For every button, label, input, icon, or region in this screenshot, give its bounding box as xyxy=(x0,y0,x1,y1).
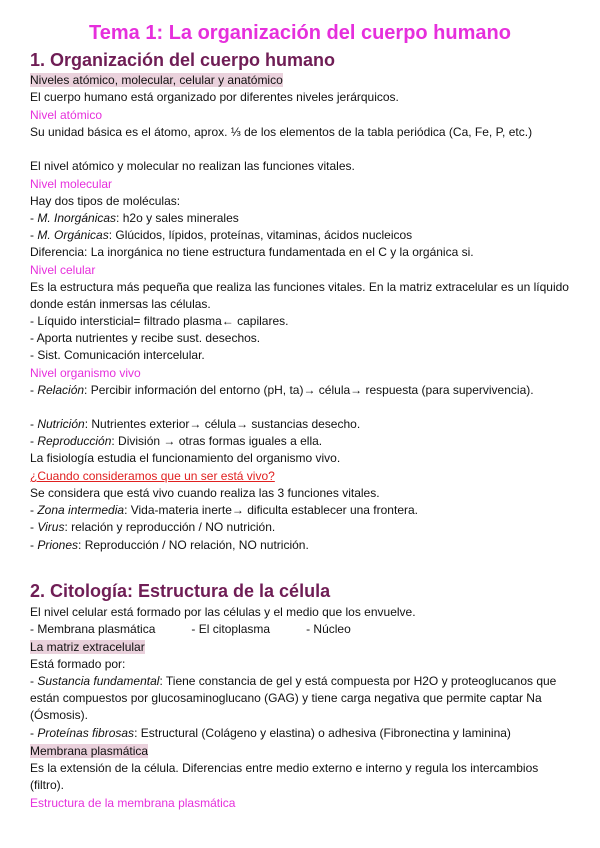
molecular-label: Nivel molecular xyxy=(30,177,113,191)
zona-term: Zona intermedia xyxy=(37,503,125,517)
zona-text: : Vida-materia inerte→ dificulta establecer una frontera. xyxy=(124,503,418,517)
molecular-organic: - M. Orgánicas: Glúcidos, lípidos, proteínas, vitaminas, ácidos nucleicos xyxy=(30,228,413,242)
relation-term: Relación xyxy=(37,383,85,397)
matrix-sustancia: - Sustancia fundamental: Tiene constancia de gel y está compuesta por H2O y proteoglucanos que están compuestos por glucosaminoglucano (GAG) y tiene carga negativa que permite captar Na (Ósmosis). xyxy=(30,674,557,722)
inorganic-text: : h2o y sales minerales xyxy=(116,211,239,225)
virus-text: : relación y reproducción / NO nutrición. xyxy=(64,520,276,534)
levels-heading xyxy=(30,72,575,89)
nutrition-term: Nutrición xyxy=(37,417,85,431)
section-1-heading: 1. Organización del cuerpo humano xyxy=(30,50,336,70)
alive-question xyxy=(30,468,575,485)
priones-text: : Reproducción / NO relación, NO nutrición. xyxy=(78,538,309,552)
nutrition-text: : Nutrientes exterior→ célula→ sustancias desecho. xyxy=(84,417,361,431)
levels-heading-highlight: Niveles atómico, molecular, celular y anatómico xyxy=(30,73,283,87)
virus-term: Virus xyxy=(37,520,65,534)
priones-line: - Priones: Reproducción / NO relación, NO nutrición. xyxy=(30,538,309,552)
cellular-label: Nivel celular xyxy=(30,263,96,277)
intro-text: El cuerpo humano está organizado por diferentes niveles jerárquicos. xyxy=(30,90,399,104)
part-nucleus: - Núcleo xyxy=(306,622,351,636)
part-membrane: - Membrana plasmática xyxy=(30,622,156,636)
relation-text: : Percibir información del entorno (pH, ta)→ célula→ respuesta (para supervivencia). xyxy=(84,383,534,397)
part-cytoplasm: - El citoplasma xyxy=(191,622,271,636)
molecular-inorganic: - M. Inorgánicas: h2o y sales minerales xyxy=(30,211,239,225)
organism-relation: - Relación: Percibir información del entorno (pH, ta)→ célula→ respuesta (para supervivencia). xyxy=(30,383,534,397)
reproduction-term: Reproducción xyxy=(37,434,112,448)
cellular-item-2: - Aporta nutrientes y recibe sust. desechos. xyxy=(30,331,261,345)
reproduction-text: : División → otras formas iguales a ella. xyxy=(111,434,323,448)
sustancia-text: : Tiene constancia de gel y está compuesta por H2O y proteoglucanos que están compuestos por glucosaminoglucano (GAG) y tiene carga negativa que permite captar Na (Ósmosis). xyxy=(30,674,557,722)
organism-reproduction: - Reproducción: División → otras formas iguales a ella. xyxy=(30,434,323,448)
section-2-heading: 2. Citología: Estructura de la célula xyxy=(30,581,331,601)
cell-parts xyxy=(30,621,575,638)
membrane-text-1: Es la extensión de la célula. Diferencias entre medio externo e interno y regula los intercambios (filtro). xyxy=(30,761,539,792)
matrix-label-highlight: La matriz extracelular xyxy=(30,640,145,654)
atomic-label: Nivel atómico xyxy=(30,108,103,122)
priones-term: Priones xyxy=(37,538,79,552)
alive-answer: Se considera que está vivo cuando realiza las 3 funciones vitales. xyxy=(30,486,380,500)
atomic-text-1: Su unidad básica es el átomo, aprox. ⅓ de los elementos de la tabla periódica (Ca, Fe, P, etc.) xyxy=(30,125,533,139)
alive-question-text: ¿Cuando consideramos que un ser está vivo? xyxy=(30,469,275,483)
proteinas-text: : Estructural (Colágeno y elastina) o adhesiva (Fibronectina y laminina) xyxy=(134,726,511,740)
proteinas-term: Proteínas fibrosas xyxy=(37,726,135,740)
organic-term: M. Orgánicas xyxy=(37,228,109,242)
membrane-label-highlight: Membrana plasmática xyxy=(30,744,149,758)
sustancia-term: Sustancia fundamental xyxy=(37,674,160,688)
matrix-text-1: Está formado por: xyxy=(30,657,126,671)
cellular-item-3: - Sist. Comunicación intercelular. xyxy=(30,348,205,362)
cellular-item-1: - Líquido intersticial= filtrado plasma← capilares. xyxy=(30,314,289,328)
zona-intermedia: - Zona intermedia: Vida-materia inerte→ dificulta establecer una frontera. xyxy=(30,503,418,517)
virus-line: - Virus: relación y reproducción / NO nutrición. xyxy=(30,520,276,534)
molecular-difference: Diferencia: La inorgánica no tiene estructura fundamentada en el C y la orgánica si. xyxy=(30,245,474,259)
page-title: Tema 1: La organización del cuerpo humano xyxy=(89,22,511,44)
cellular-text-1: Es la estructura más pequeña que realiza las funciones vitales. En la matriz extracelular es un líquido donde están inmersas las células. xyxy=(30,280,569,311)
organism-label: Nivel organismo vivo xyxy=(30,366,141,380)
matrix-label xyxy=(30,639,575,656)
inorganic-term: M. Inorgánicas xyxy=(37,211,117,225)
organic-text: : Glúcidos, lípidos, proteínas, vitaminas, ácidos nucleicos xyxy=(108,228,413,242)
molecular-text-1: Hay dos tipos de moléculas: xyxy=(30,194,181,208)
atomic-text-2: El nivel atómico y molecular no realizan las funciones vitales. xyxy=(30,159,355,173)
physiology-text: La fisiología estudia el funcionamiento del organismo vivo. xyxy=(30,451,341,465)
organism-nutrition: - Nutrición: Nutrientes exterior→ célula→ sustancias desecho. xyxy=(30,417,361,431)
membrane-structure-label: Estructura de la membrana plasmática xyxy=(30,796,236,810)
membrane-label xyxy=(30,743,575,760)
matrix-proteinas: - Proteínas fibrosas: Estructural (Colágeno y elastina) o adhesiva (Fibronectina y laminina) xyxy=(30,726,511,740)
s2-intro: El nivel celular está formado por las células y el medio que los envuelve. xyxy=(30,605,416,619)
